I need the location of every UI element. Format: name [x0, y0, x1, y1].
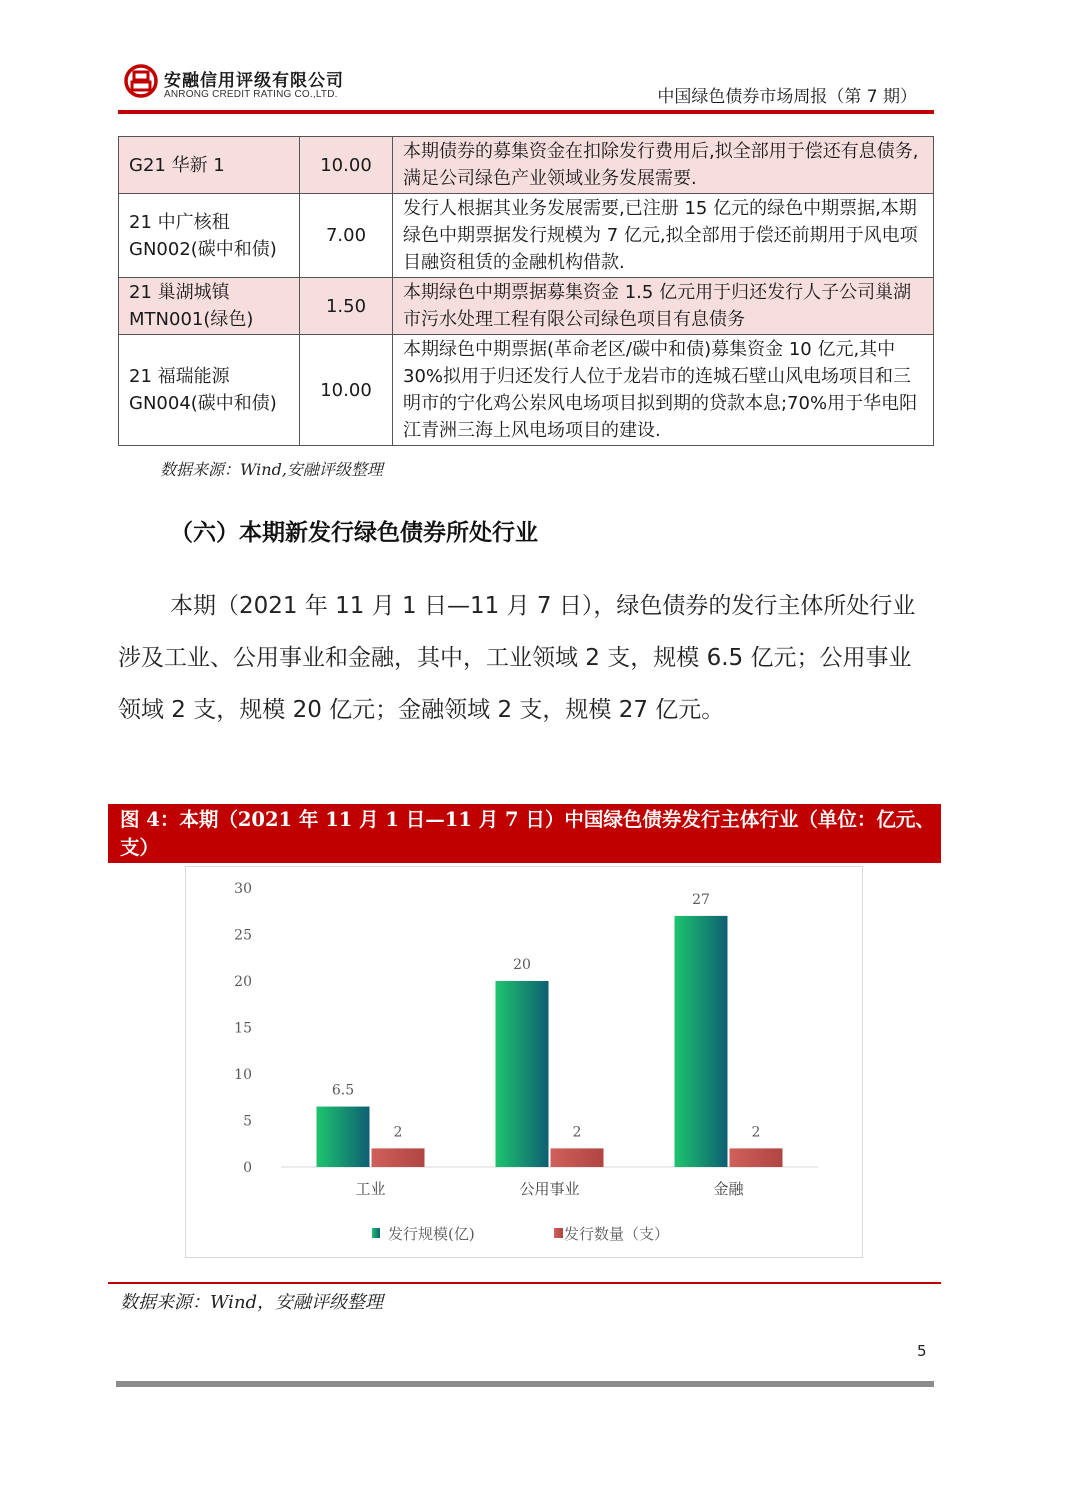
page-number: 5 — [917, 1342, 927, 1360]
data-label: 2 — [751, 1124, 761, 1141]
bottom-rule — [116, 1381, 934, 1387]
bond-desc-cell: 本期绿色中期票据募集资金 1.5 亿元用于归还发行人子公司巢湖市污水处理工程有限公司绿色项目有息债务 — [393, 278, 934, 335]
data-label: 2 — [393, 1124, 403, 1141]
bond-name-cell: G21 华新 1 — [119, 137, 300, 194]
footer-rule — [108, 1282, 941, 1284]
y-tick-label: 30 — [234, 881, 252, 897]
y-tick-label: 20 — [234, 974, 252, 990]
legend-label: 发行数量（支） — [564, 1225, 670, 1243]
y-tick-label: 15 — [234, 1020, 252, 1037]
section-paragraph: 本期（2021 年 11 月 1 日—11 月 7 日），绿色债券的发行主体所处行业涉及工业、公用事业和金融，其中，工业领域 2 支，规模 6.5 亿元；公用事业领域 2 支，规模 20 亿元；金融领域 2 支，规模 27 亿元。 — [118, 593, 916, 723]
bond-name-cell: 21 福瑞能源 GN004(碳中和债) — [119, 335, 300, 446]
legend-swatch-issue-count — [554, 1228, 563, 1238]
table-row — [119, 137, 934, 194]
bond-desc-cell: 发行人根据其业务发展需要,已注册 15 亿元的绿色中期票据,本期绿色中期票据发行规模为 7 亿元,拟全部用于偿还前期用于风电项目融资租赁的金融机构借款. — [393, 194, 934, 278]
table-source-note: 数据来源：Wind,安融评级整理 — [160, 460, 383, 479]
table-row — [119, 194, 934, 278]
y-tick-label: 0 — [243, 1160, 252, 1176]
bar-issue-count — [372, 1148, 425, 1167]
legend-label: 发行规模(亿) — [388, 1225, 475, 1243]
report-title: 中国绿色债券市场周报（第 7 期） — [657, 87, 917, 107]
legend-swatch-issue-size — [372, 1228, 380, 1238]
y-tick-label: 10 — [234, 1067, 252, 1083]
bar-issue-size — [496, 981, 549, 1167]
bar-issue-size — [675, 916, 728, 1167]
company-logo-icon — [124, 64, 158, 98]
bond-desc-cell: 本期债券的募集资金在扣除发行费用后,拟全部用于偿还有息债务,满足公司绿色产业领域业务发展需要. — [393, 137, 934, 194]
bond-amount-cell: 1.50 — [300, 278, 393, 335]
data-label: 20 — [513, 957, 531, 973]
company-name-cn: 安融信用评级有限公司 — [164, 71, 344, 91]
data-label: 6.5 — [331, 1082, 355, 1099]
bar-issue-size — [317, 1107, 370, 1167]
figure-caption: 图 4：本期（2021 年 11 月 1 日—11 月 7 日）中国绿色债券发行主体行业（单位：亿元、支） — [120, 808, 935, 859]
chart-container — [185, 866, 863, 1258]
section-title: （六）本期新发行绿色债券所处行业 — [170, 520, 538, 546]
bond-name-cell: 21 巢湖城镇 MTN001(绿色) — [119, 278, 300, 335]
table-row — [119, 335, 934, 446]
data-label: 27 — [692, 891, 710, 908]
header-rule — [118, 110, 934, 114]
y-tick-label: 5 — [243, 1113, 252, 1130]
bar-issue-count — [551, 1148, 604, 1167]
company-name-en: ANRONG CREDIT RATING CO.,LTD. — [164, 89, 338, 100]
x-tick-label: 公用事业 — [519, 1180, 580, 1198]
x-tick-label: 金融 — [713, 1180, 744, 1198]
data-label: 2 — [572, 1124, 582, 1141]
bar-chart — [186, 867, 862, 1257]
y-tick-label: 25 — [234, 927, 252, 944]
bond-name-cell: 21 中广核租 GN002(碳中和债) — [119, 194, 300, 278]
x-tick-label: 工业 — [355, 1180, 386, 1198]
bond-amount-cell: 7.00 — [300, 194, 393, 278]
table-row — [119, 278, 934, 335]
bond-amount-cell: 10.00 — [300, 335, 393, 446]
bond-amount-cell: 10.00 — [300, 137, 393, 194]
figure-source-note: 数据来源：Wind，安融评级整理 — [120, 1292, 384, 1313]
bond-table — [118, 136, 934, 446]
bond-desc-cell: 本期绿色中期票据(革命老区/碳中和债)募集资金 10 亿元,其中 30%拟用于归还发行人位于龙岩市的连城石壁山风电场项目和三明市的宁化鸡公岽风电场项目拟到期的贷款本息;70%用于华电阳江青洲三海上风电场项目的建设. — [393, 335, 934, 446]
bar-issue-count — [730, 1148, 783, 1167]
